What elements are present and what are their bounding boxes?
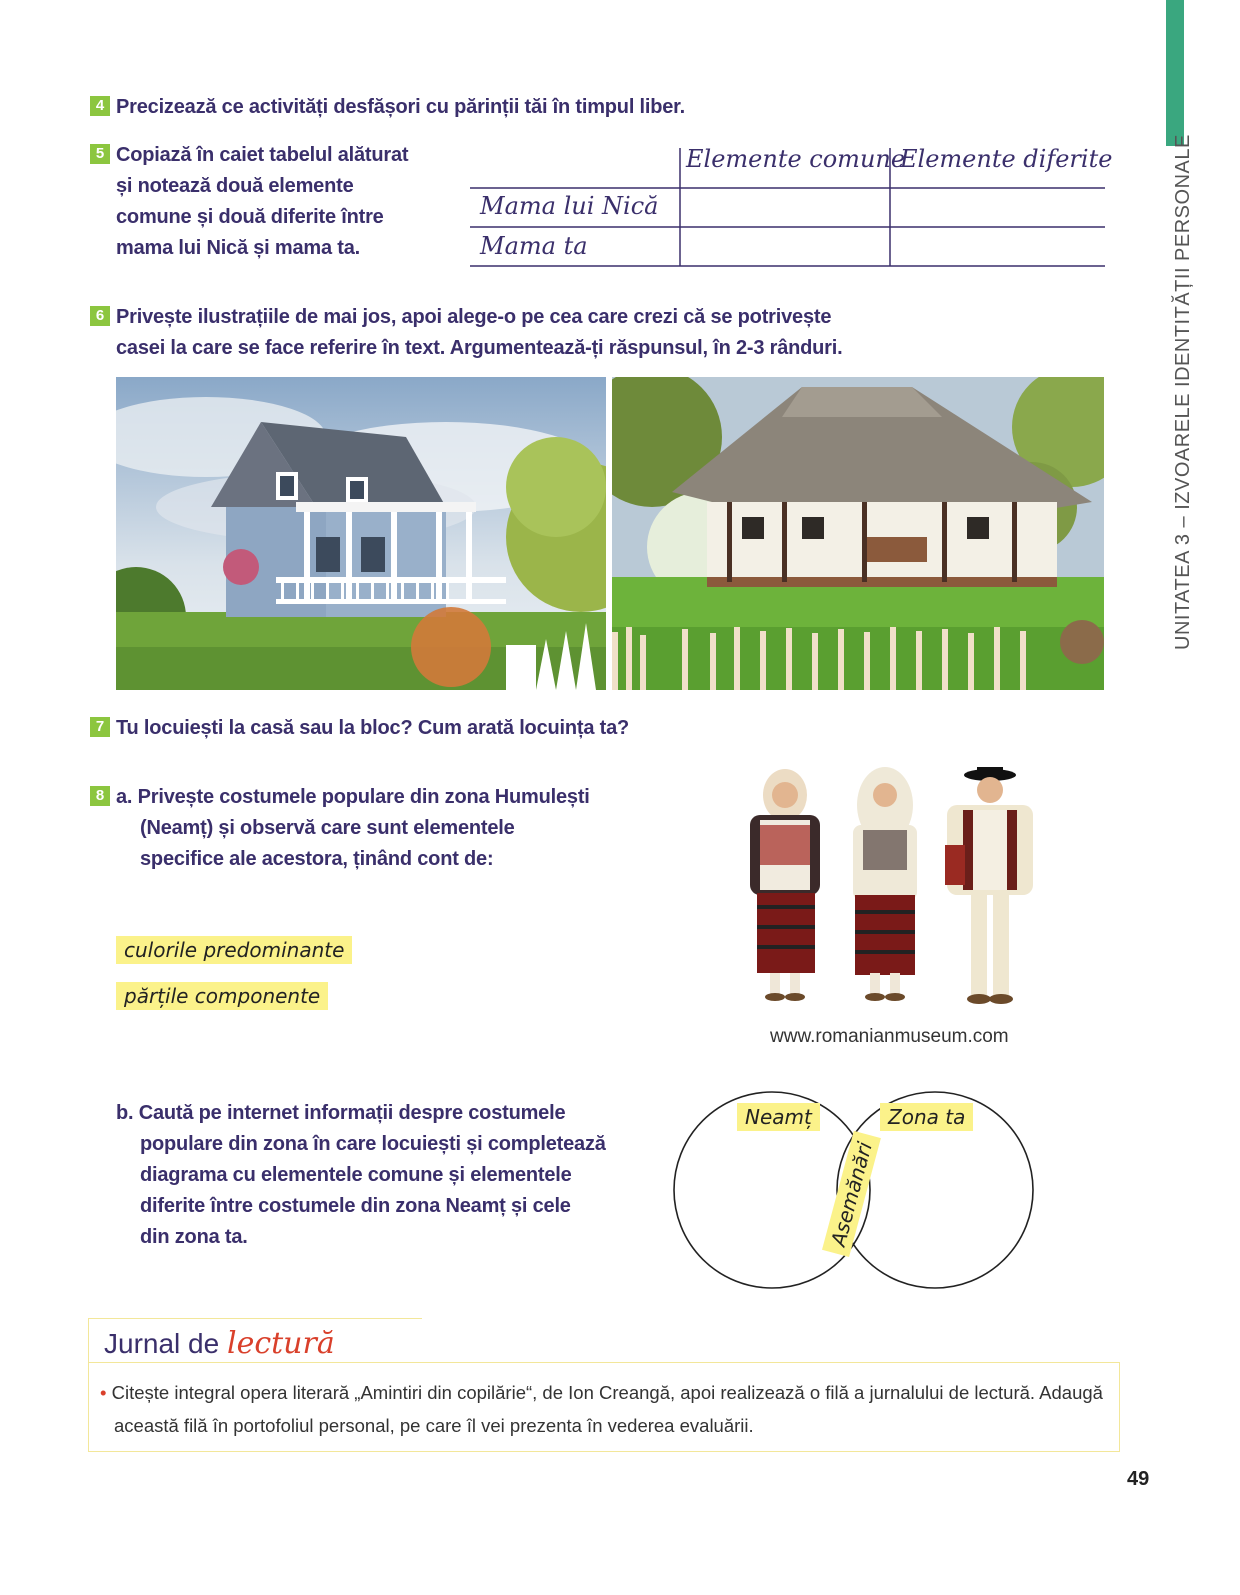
question-8b-line: populare din zona în care locuiești și completează bbox=[140, 1133, 606, 1155]
modern-house-photo bbox=[116, 377, 606, 690]
question-8b-line: diferite între costumele din zona Neamț și cele bbox=[140, 1195, 571, 1217]
journal-title-plain: Jurnal de bbox=[104, 1328, 220, 1359]
question-5-line: mama lui Nică și mama ta. bbox=[116, 237, 361, 259]
bullet-icon: • bbox=[100, 1382, 107, 1403]
journal-title bbox=[104, 1326, 335, 1361]
table-header-common: Elemente comune bbox=[686, 145, 906, 173]
question-4-text: Precizează ce activități desfășori cu părinții tăi în timpul liber. bbox=[116, 96, 686, 118]
tag-predominant-colors: culorile predominante bbox=[116, 936, 352, 964]
question-8b bbox=[116, 1098, 676, 1253]
journal-top-rule bbox=[88, 1318, 422, 1319]
image-source: www.romanianmuseum.com bbox=[770, 1026, 1009, 1047]
question-5-line: și notează două elemente bbox=[116, 175, 354, 197]
page-number: 49 bbox=[1127, 1468, 1150, 1490]
journal-line: această filă în portofoliul personal, pe care îl vei prezenta în vederea evaluării. bbox=[114, 1415, 754, 1436]
traditional-house-photo bbox=[612, 377, 1104, 690]
journal-instructions bbox=[100, 1376, 1110, 1442]
question-8b-line: diagrama cu elementele comune și elementele bbox=[140, 1164, 572, 1186]
table-row-label: Mama ta bbox=[480, 232, 588, 260]
journal-mid-rule bbox=[88, 1362, 1120, 1363]
table-header-different: Elemente diferite bbox=[900, 145, 1113, 173]
question-5-line: comune și două diferite între bbox=[116, 206, 384, 228]
journal-left-rule bbox=[88, 1318, 89, 1452]
journal-line: Citește integral opera literară „Amintiri din copilărie“, de Ion Creangă, apoi realizează o filă a jurnalului de lectură. Adaugă bbox=[111, 1382, 1103, 1403]
journal-right-rule bbox=[1119, 1362, 1120, 1452]
table-row-label: Mama lui Nică bbox=[480, 192, 659, 220]
woman-costume-2 bbox=[853, 767, 917, 1001]
question-7-text: Tu locuiești la casă sau la bloc? Cum arată locuința ta? bbox=[116, 717, 630, 739]
question-number: 7 bbox=[90, 717, 110, 737]
question-5-line: Copiază în caiet tabelul alăturat bbox=[116, 144, 409, 166]
question-8a-line: specifice ale acestora, ținând cont de: bbox=[140, 848, 494, 870]
venn-label-center: Asemănări bbox=[822, 1131, 881, 1257]
woman-costume-1 bbox=[750, 769, 820, 1001]
question-8a bbox=[90, 782, 650, 875]
man-costume bbox=[945, 767, 1033, 1004]
question-number: 4 bbox=[90, 96, 110, 116]
venn-label-left: Neamț bbox=[737, 1103, 820, 1131]
question-8a-line: (Neamț) și observă care sunt elementele bbox=[140, 817, 515, 839]
venn-label-right: Zona ta bbox=[880, 1103, 973, 1131]
question-5 bbox=[90, 140, 460, 264]
folk-costumes-illustration bbox=[735, 765, 1035, 1020]
question-8b-line: din zona ta. bbox=[140, 1226, 248, 1248]
journal-title-script: lectură bbox=[226, 1326, 335, 1361]
unit-label: UNITATEA 3 – IZVOARELE IDENTITĂȚII PERSONALE bbox=[1172, 134, 1194, 650]
question-6-line: Privește ilustrațiile de mai jos, apoi alege-o pe cea care crezi că se potrivește bbox=[116, 306, 832, 328]
question-6 bbox=[90, 302, 1090, 364]
question-number: 8 bbox=[90, 786, 110, 806]
question-7 bbox=[90, 713, 629, 744]
side-accent-bar bbox=[1166, 0, 1184, 146]
question-6-line: casei la care se face referire în text. Argumentează-ți răspunsul, în 2-3 rânduri. bbox=[116, 337, 843, 359]
question-8a-line: a. Privește costumele populare din zona Humulești bbox=[116, 786, 590, 808]
question-number: 6 bbox=[90, 306, 110, 326]
question-8b-line: b. Caută pe internet informații despre costumele bbox=[116, 1102, 566, 1124]
question-4 bbox=[90, 92, 685, 123]
tag-components: părțile componente bbox=[116, 982, 328, 1010]
journal-bottom-rule bbox=[88, 1451, 1120, 1452]
question-number: 5 bbox=[90, 144, 110, 164]
